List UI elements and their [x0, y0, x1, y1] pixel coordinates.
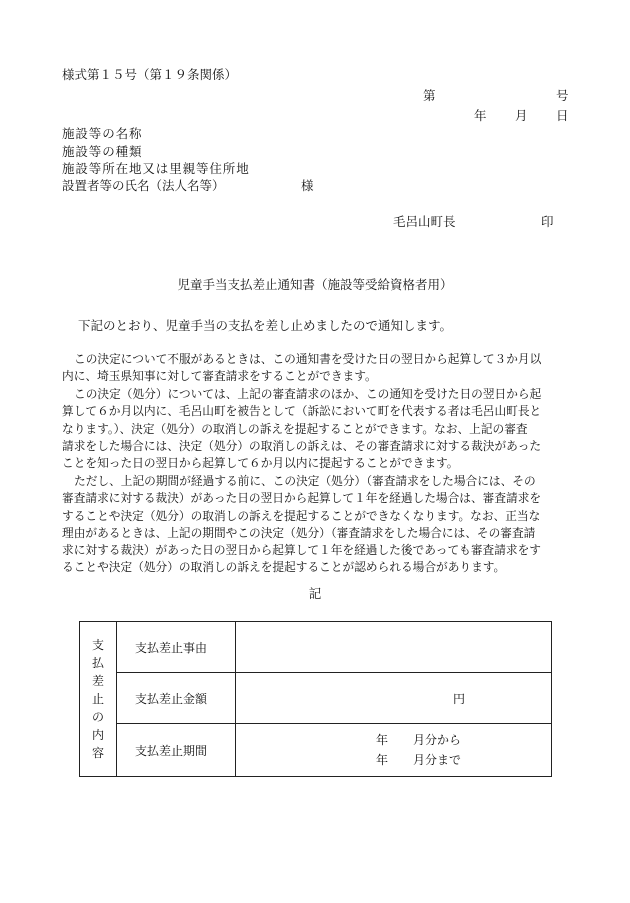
period-from-month: 月分から [413, 733, 462, 747]
date-month: 月 [515, 108, 528, 123]
group-label-char: 止 [91, 692, 104, 706]
notice-line: ることや決定（処分）の取消しの訴えを提起することが認められる場合があります。 [62, 560, 506, 575]
notice-line: なります。）、決定（処分）の取消しの訴えを提起することができます。なお、上記の審査 [62, 421, 528, 436]
doc-number-suffix: 号 [556, 88, 569, 103]
period-from-year: 年 [376, 733, 389, 747]
group-label-char: 支 [91, 638, 104, 652]
reason-label: 支払差止事由 [117, 622, 236, 673]
reason-value [236, 622, 552, 673]
notice-line: することや決定（処分）の取消しの訴えを提起することができなくなります。なお、正当な [62, 508, 541, 523]
details-row-period [80, 724, 552, 777]
notice-line: 内に、埼玉県知事に対して審査請求をすることができます。 [62, 369, 377, 384]
amount-unit: 円 [452, 691, 465, 706]
document-title: 児童手当支払差止通知書（施設等受給資格者用） [177, 277, 453, 292]
form-number: 様式第１５号（第１９条関係） [62, 67, 238, 82]
facility-type-label: 施設等の種類 [62, 144, 143, 159]
details-group-label [80, 622, 117, 777]
period-label: 支払差止期間 [117, 724, 236, 777]
notice-line: 求に対する裁決）があった日の翌日から起算して１年を経過した後であっても審査請求をす [62, 543, 541, 558]
notice-paragraph-2 [62, 386, 568, 472]
period-value [236, 724, 552, 777]
issuer-title: 毛呂山町長 [393, 214, 456, 229]
group-label-char: 払 [91, 656, 104, 670]
period-to [236, 750, 551, 770]
notice-line: 審査請求に対する裁決）があった日の翌日から起算して１年を経過した場合は、審査請求を [62, 491, 542, 506]
notice-paragraph-1 [62, 351, 568, 386]
amount-value [236, 673, 552, 724]
notice-line: この決定（処分）については、上記の審査請求のほか、この通知を受けた日の翌日から起 [74, 387, 542, 401]
notice-line: ことを知った日の翌日から起算して６か月以内に提起することができます。 [62, 456, 459, 471]
notice-line: 請求をした場合には、決定（処分）の取消しの訴えは、その審査請求に対する裁決があった [62, 438, 542, 453]
date-day: 日 [556, 108, 569, 123]
details-row-amount [80, 673, 552, 724]
details-table [79, 621, 552, 777]
notice-paragraph-3 [62, 473, 568, 577]
period-to-month: 月分まで [413, 753, 462, 767]
notice-line: この決定について不服があるときは、この通知書を受けた日の翌日から起算して３か月以 [74, 352, 542, 366]
honorific: 様 [301, 178, 314, 193]
amount-label: 支払差止金額 [117, 673, 236, 724]
group-label-char: の [91, 710, 104, 724]
group-label-char: 内 [91, 728, 104, 742]
period-to-year: 年 [376, 753, 389, 767]
period-from [236, 730, 551, 750]
facility-name-label: 施設等の名称 [62, 126, 143, 141]
intro-sentence: 下記のとおり、児童手当の支払を差し止めましたので通知します。 [78, 318, 453, 333]
notice-line: 算して６か月以内に、毛呂山町を被告として（訴訟において町を代表する者は毛呂山町長と [62, 404, 542, 419]
record-heading: 記 [308, 586, 322, 601]
details-row-reason [80, 622, 552, 673]
notice-line: 理由があるときは、上記の期間やこの決定（処分）（審査請求をした場合には、その審査請 [62, 525, 536, 540]
group-label-char: 差 [91, 674, 104, 688]
group-label-char: 容 [91, 746, 104, 760]
issuer-seal: 印 [541, 214, 554, 229]
date-year: 年 [474, 108, 487, 123]
notice-line: ただし、上記の期間が経過する前に、この決定（処分）（審査請求をした場合には、その [74, 474, 536, 488]
doc-number-prefix: 第 [423, 88, 436, 103]
founder-label: 設置者等の氏名（法人名等） [62, 178, 225, 193]
facility-address-label: 施設等所在地又は里親等住所地 [62, 161, 250, 176]
